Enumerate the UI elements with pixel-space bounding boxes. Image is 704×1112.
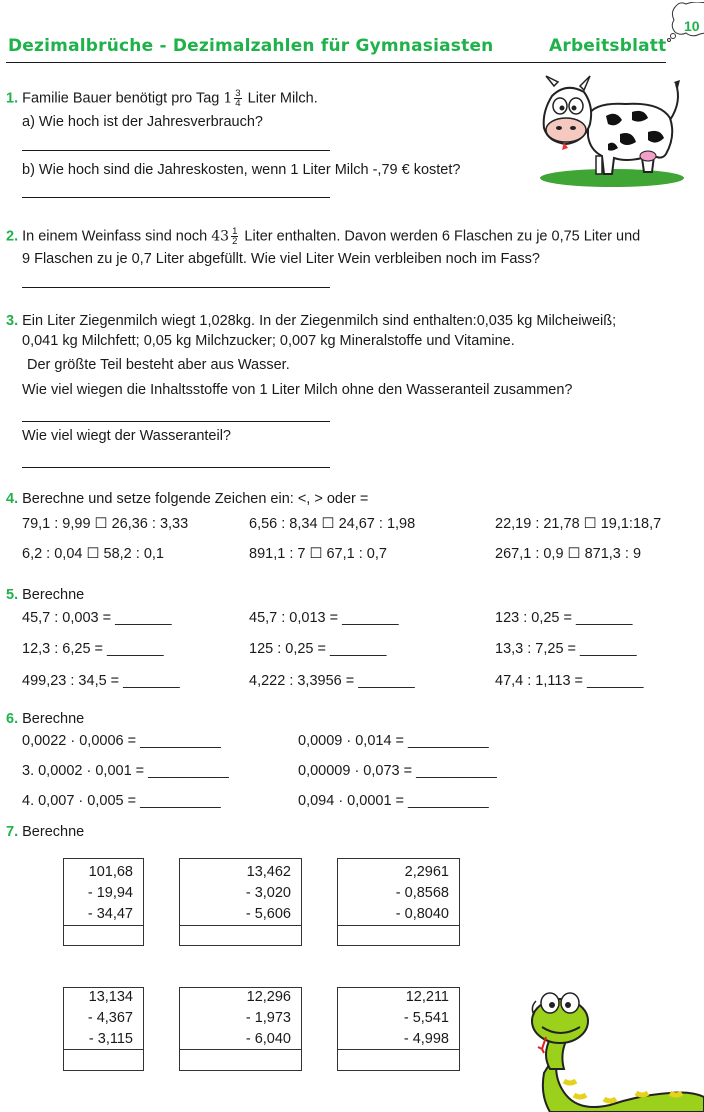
q4-item: 6,2 : 0,04 ☐ 58,2 : 0,1 bbox=[22, 546, 164, 562]
box-minuend: 12,211 bbox=[405, 989, 449, 1005]
q3-answer-line-1[interactable] bbox=[22, 421, 330, 422]
q2-text-b: Liter enthalten. Davon werden 6 Flaschen zu je 0,75 Liter und bbox=[244, 228, 641, 245]
q4-item: 6,56 : 8,34 ☐ 24,67 : 1,98 bbox=[249, 516, 416, 532]
snake-illustration bbox=[520, 985, 704, 1112]
q4-heading bbox=[6, 491, 368, 507]
box-subtrahend: - 0,8040 bbox=[395, 906, 449, 922]
cow-illustration bbox=[536, 72, 686, 192]
box-subtrahend: - 19,94 bbox=[87, 885, 133, 901]
q6-item: 0,0022 · 0,0006 = __________ bbox=[22, 733, 221, 749]
q6-item: 3. 0,0002 · 0,001 = __________ bbox=[22, 763, 229, 779]
q2-number: 2. bbox=[6, 228, 19, 245]
subtraction-box bbox=[179, 987, 302, 1071]
box-result-line bbox=[338, 925, 459, 926]
q6-item: 0,0009 · 0,014 = __________ bbox=[298, 733, 489, 749]
q5-text: Berechne bbox=[22, 587, 85, 603]
q4-number: 4. bbox=[6, 491, 19, 507]
q6-item: 0,094 · 0,0001 = __________ bbox=[298, 793, 489, 809]
q2-line2: 9 Flaschen zu je 0,7 Liter abgefüllt. Wie viel Liter Wein verbleiben noch im Fass? bbox=[22, 251, 540, 267]
q1-number: 1. bbox=[6, 90, 19, 107]
q5-item: 47,4 : 1,113 = _______ bbox=[495, 673, 644, 689]
box-result-line bbox=[180, 1049, 301, 1050]
box-subtrahend: - 34,47 bbox=[87, 906, 133, 922]
q7-heading bbox=[6, 824, 84, 840]
q1-answer-line-a[interactable] bbox=[22, 150, 330, 151]
q2-line1 bbox=[6, 227, 640, 246]
subtraction-box bbox=[337, 987, 460, 1071]
q6-heading bbox=[6, 711, 84, 727]
q1-part-a: a) Wie hoch ist der Jahresverbrauch? bbox=[22, 114, 263, 130]
box-subtrahend: - 3,020 bbox=[245, 885, 291, 901]
q5-item: 45,7 : 0,013 = _______ bbox=[249, 610, 399, 626]
worksheet-title: Dezimalbrüche - Dezimalzahlen für Gymnasiasten bbox=[8, 36, 494, 56]
subtraction-box bbox=[63, 987, 144, 1071]
box-minuend: 101,68 bbox=[88, 864, 133, 880]
q2-mixed-whole: 43 bbox=[211, 228, 230, 245]
q4-item: 22,19 : 21,78 ☐ 19,1:18,7 bbox=[495, 516, 662, 532]
box-subtrahend: - 6,040 bbox=[245, 1031, 291, 1047]
box-subtrahend: - 4,367 bbox=[87, 1010, 133, 1026]
box-subtrahend: - 5,606 bbox=[245, 906, 291, 922]
q6-item: 0,00009 · 0,073 = __________ bbox=[298, 763, 497, 779]
box-minuend: 2,2961 bbox=[404, 864, 449, 880]
q3-line3: Der größte Teil besteht aber aus Wasser. bbox=[27, 357, 290, 373]
q3-line2: 0,041 kg Milchfett; 0,05 kg Milchzucker; 0,007 kg Mineralstoffe und Vitamine. bbox=[22, 333, 515, 349]
q4-text: Berechne und setze folgende Zeichen ein: <, > oder = bbox=[22, 491, 369, 507]
q3-answer-line-2[interactable] bbox=[22, 467, 330, 468]
q4-item: 267,1 : 0,9 ☐ 871,3 : 9 bbox=[495, 546, 642, 562]
worksheet-label: Arbeitsblatt bbox=[549, 36, 667, 56]
box-subtrahend: - 5,541 bbox=[403, 1010, 449, 1026]
subtraction-box bbox=[179, 858, 302, 946]
box-minuend: 13,462 bbox=[246, 864, 291, 880]
q5-item: 123 : 0,25 = _______ bbox=[495, 610, 633, 626]
q6-item: 4. 0,007 · 0,005 = __________ bbox=[22, 793, 221, 809]
box-subtrahend: - 1,973 bbox=[245, 1010, 291, 1026]
box-result-line bbox=[64, 925, 143, 926]
box-subtrahend: - 4,998 bbox=[403, 1031, 449, 1047]
q3-line5: Wie viel wiegt der Wasseranteil? bbox=[22, 428, 231, 444]
box-subtrahend: - 0,8568 bbox=[395, 885, 449, 901]
q6-number: 6. bbox=[6, 711, 19, 727]
q7-text: Berechne bbox=[22, 824, 85, 840]
q1-text-b: Liter Milch. bbox=[247, 90, 318, 107]
box-minuend: 12,296 bbox=[246, 989, 291, 1005]
q5-item: 45,7 : 0,003 = _______ bbox=[22, 610, 172, 626]
q6-text: Berechne bbox=[22, 711, 85, 727]
q1-text-a: Familie Bauer benötigt pro Tag bbox=[22, 90, 220, 107]
q1-mixed-whole: 1 bbox=[223, 90, 233, 107]
q1-answer-line-b[interactable] bbox=[22, 197, 330, 198]
q5-item: 13,3 : 7,25 = _______ bbox=[495, 641, 637, 657]
q4-item: 79,1 : 9,99 ☐ 26,36 : 3,33 bbox=[22, 516, 189, 532]
q3-line1 bbox=[6, 313, 616, 329]
q5-item: 4,222 : 3,3956 = _______ bbox=[249, 673, 415, 689]
q2-text-a: In einem Weinfass sind noch bbox=[22, 228, 208, 245]
q5-number: 5. bbox=[6, 587, 19, 603]
q3-line4: Wie viel wiegen die Inhaltsstoffe von 1 Liter Milch ohne den Wasseranteil zusammen? bbox=[22, 382, 573, 398]
box-subtrahend: - 3,115 bbox=[88, 1031, 133, 1047]
q1-fraction: $\frac{3}{4}$ bbox=[235, 88, 241, 109]
q2-answer-line[interactable] bbox=[22, 287, 330, 288]
q2-fraction: $\frac{1}{2}$ bbox=[232, 226, 238, 247]
q5-item: 499,23 : 34,5 = _______ bbox=[22, 673, 180, 689]
box-result-line bbox=[64, 1049, 143, 1050]
q5-heading bbox=[6, 587, 84, 603]
q3-number: 3. bbox=[6, 313, 19, 329]
q5-item: 125 : 0,25 = _______ bbox=[249, 641, 387, 657]
box-minuend: 13,134 bbox=[88, 989, 133, 1005]
q5-item: 12,3 : 6,25 = _______ bbox=[22, 641, 164, 657]
q1-part-b: b) Wie hoch sind die Jahreskosten, wenn 1 Liter Milch -,79 € kostet? bbox=[22, 162, 461, 178]
q3-text: Ein Liter Ziegenmilch wiegt 1,028kg. In der Ziegenmilch sind enthalten:0,035 kg Milcheiweiß; bbox=[22, 313, 617, 329]
box-result-line bbox=[180, 925, 301, 926]
q4-item: 891,1 : 7 ☐ 67,1 : 0,7 bbox=[249, 546, 387, 562]
header-rule bbox=[6, 62, 666, 63]
subtraction-box bbox=[337, 858, 460, 946]
q1-line1 bbox=[6, 89, 318, 108]
subtraction-box bbox=[63, 858, 144, 946]
q7-number: 7. bbox=[6, 824, 19, 840]
page-number: 10 bbox=[684, 18, 700, 34]
box-result-line bbox=[338, 1049, 459, 1050]
